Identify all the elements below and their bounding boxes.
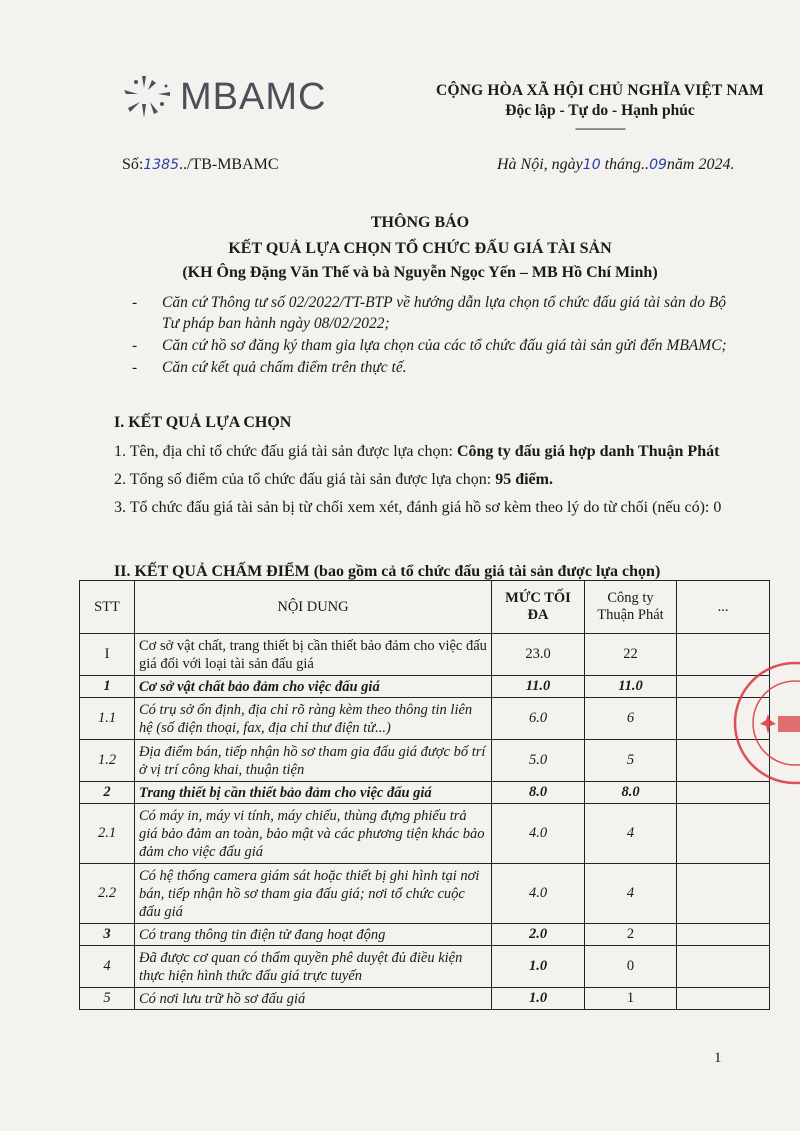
date-month: 09 (649, 157, 667, 173)
row-score: 1 (585, 988, 677, 1010)
row-content: Có trang thông tin điện tử đang hoạt động (135, 924, 492, 946)
row-content: Đã được cơ quan có thẩm quyền phê duyệt đủ điều kiện thực hiện hình thức đấu giá trực tuyến (135, 946, 492, 988)
col-company: Công ty Thuận Phát (585, 581, 677, 634)
col-stt: STT (80, 581, 135, 634)
row-stt: 2 (80, 782, 135, 804)
row-stt: 5 (80, 988, 135, 1010)
table-row (80, 864, 770, 924)
nation-name: CỘNG HÒA XÃ HỘI CHỦ NGHĨA VIỆT NAM (436, 82, 764, 99)
table-row (80, 676, 770, 698)
row-stt: I (80, 634, 135, 676)
legal-bases (132, 292, 732, 379)
row-content: Địa điểm bán, tiếp nhận hồ sơ tham gia đấu giá được bố trí ở vị trí công khai, thuận tiện (135, 740, 492, 782)
row-more (677, 864, 770, 924)
table-row (80, 698, 770, 740)
row-content: Cơ sở vật chất bảo đảm cho việc đấu giá (135, 676, 492, 698)
row-stt: 1.2 (80, 740, 135, 782)
mbamc-logo (122, 74, 326, 120)
page-number: 1 (714, 1050, 722, 1066)
basis-item: - Căn cứ hồ sơ đăng ký tham gia lựa chọn của các tổ chức đấu giá tài sản gửi đến MBAMC; (132, 337, 727, 354)
row-score: 6 (585, 698, 677, 740)
row-score: 2 (585, 924, 677, 946)
col-content: NỘI DUNG (135, 581, 492, 634)
row-stt: 1.1 (80, 698, 135, 740)
row-max: 5.0 (492, 740, 585, 782)
basis-text: Căn cứ hồ sơ đăng ký tham gia lựa chọn của các tổ chức đấu giá tài sản gửi đến MBAMC; (162, 337, 727, 354)
table-row (80, 804, 770, 864)
logo-text: MBAMC (180, 75, 327, 118)
date-prefix: Hà Nội, ngày (497, 156, 583, 173)
row-score: 22 (585, 634, 677, 676)
section-selection-result (114, 414, 734, 526)
row-max: 23.0 (492, 634, 585, 676)
title-notice: THÔNG BÁO (370, 214, 470, 231)
row-max: 6.0 (492, 698, 585, 740)
row-more (677, 946, 770, 988)
row-stt: 3 (80, 924, 135, 946)
nation-motto: Độc lập - Tự do - Hạnh phúc (505, 102, 695, 119)
row-more (677, 804, 770, 864)
table-header-row (80, 581, 770, 634)
section1-item-3: 3. Tổ chức đấu giá tài sản bị từ chối xem xét, đánh giá hồ sơ kèm theo lý do từ chối (nếu có): 0 (114, 499, 722, 516)
row-max: 2.0 (492, 924, 585, 946)
basis-item: - Căn cứ kết quả chấm điểm trên thực tế. (132, 359, 407, 376)
row-max: 8.0 (492, 782, 585, 804)
company-stamp-icon (730, 658, 800, 788)
row-more (677, 924, 770, 946)
title-customer: (KH Ông Đặng Văn Thế và bà Nguyễn Ngọc Yến – MB Hồ Chí Minh) (182, 264, 658, 281)
row-content: Có hệ thống camera giám sát hoặc thiết bị ghi hình tại nơi bán, tiếp nhận hồ sơ tham gia đấu giá; nơi tổ chức cuộc đấu giá (135, 864, 492, 924)
row-max: 4.0 (492, 804, 585, 864)
section1-item-1: 1. Tên, địa chỉ tổ chức đấu giá tài sản được lựa chọn: Công ty đấu giá hợp danh Thuận Phát (114, 443, 720, 460)
date-day: 10 (582, 157, 601, 173)
section1-heading: I. KẾT QUẢ LỰA CHỌN (114, 414, 292, 431)
table-row (80, 740, 770, 782)
section1-item-2: 2. Tổng số điểm của tổ chức đấu giá tài sản được lựa chọn: 95 điểm. (114, 471, 553, 488)
row-score: 4 (585, 864, 677, 924)
row-content: Có trụ sở ổn định, địa chỉ rõ ràng kèm theo thông tin liên hệ (số điện thoại, fax, địa chỉ thư điện tử...) (135, 698, 492, 740)
national-heading (430, 82, 770, 136)
row-more (677, 988, 770, 1010)
row-score: 11.0 (585, 676, 677, 698)
table-row (80, 946, 770, 988)
table-row (80, 924, 770, 946)
col-more: ... (677, 581, 770, 634)
row-stt: 1 (80, 676, 135, 698)
table-row (80, 782, 770, 804)
total-score: 95 điểm. (495, 471, 553, 488)
row-stt: 2.1 (80, 804, 135, 864)
row-stt: 4 (80, 946, 135, 988)
row-content: Có máy in, máy vi tính, máy chiếu, thùng đựng phiếu trả giá bảo đảm an toàn, bảo mật và các phương tiện khác bảo đảm cho việc đấu giá (135, 804, 492, 864)
row-max: 4.0 (492, 864, 585, 924)
col-max: MỨC TỐI ĐA (492, 581, 585, 634)
row-max: 11.0 (492, 676, 585, 698)
table-row (80, 988, 770, 1010)
logo-star-icon (122, 74, 174, 120)
row-score: 0 (585, 946, 677, 988)
selected-company: Công ty đấu giá hợp danh Thuận Phát (456, 443, 720, 460)
row-content: Cơ sở vật chất, trang thiết bị cần thiết bảo đảm cho việc đấu giá đối với loại tài sản đấu giá (135, 634, 492, 676)
row-stt: 2.2 (80, 864, 135, 924)
row-content: Trang thiết bị cần thiết bảo đảm cho việc đấu giá (135, 782, 492, 804)
date-mid: tháng.. (600, 156, 650, 173)
basis-text: Căn cứ Thông tư số 02/2022/TT-BTP về hướng dẫn lựa chọn tổ chức đấu giá tài sản do Bộ Tư pháp ban hành ngày 08/02/2022; (162, 294, 727, 332)
score-table (79, 580, 770, 1010)
document-number (122, 156, 279, 174)
basis-text: Căn cứ kết quả chấm điểm trên thực tế. (162, 359, 407, 376)
row-max: 1.0 (492, 988, 585, 1010)
docno-prefix: Số: (122, 156, 144, 173)
docno-suffix: ../TB-MBAMC (178, 156, 279, 173)
row-max: 1.0 (492, 946, 585, 988)
row-score: 8.0 (585, 782, 677, 804)
title-main: KẾT QUẢ LỰA CHỌN TỔ CHỨC ĐẤU GIÁ TÀI SẢN (228, 240, 612, 257)
docno-handwritten: 1385 (143, 157, 179, 173)
row-score: 4 (585, 804, 677, 864)
document-date (497, 156, 734, 174)
section2-heading: II. KẾT QUẢ CHẤM ĐIỂM (bao gồm cả tổ chức đấu giá tài sản được lựa chọn) (114, 563, 661, 580)
row-score: 5 (585, 740, 677, 782)
basis-item: - Căn cứ Thông tư số 02/2022/TT-BTP về hướng dẫn lựa chọn tổ chức đấu giá tài sản do Bộ Tư pháp ban hành ngày 08/02/2022; (132, 294, 727, 332)
table-row (80, 634, 770, 676)
nation-divider: --------------- (575, 120, 625, 135)
date-suffix: năm 2024. (666, 156, 735, 173)
document-titles (100, 214, 740, 282)
row-content: Có nơi lưu trữ hồ sơ đấu giá (135, 988, 492, 1010)
